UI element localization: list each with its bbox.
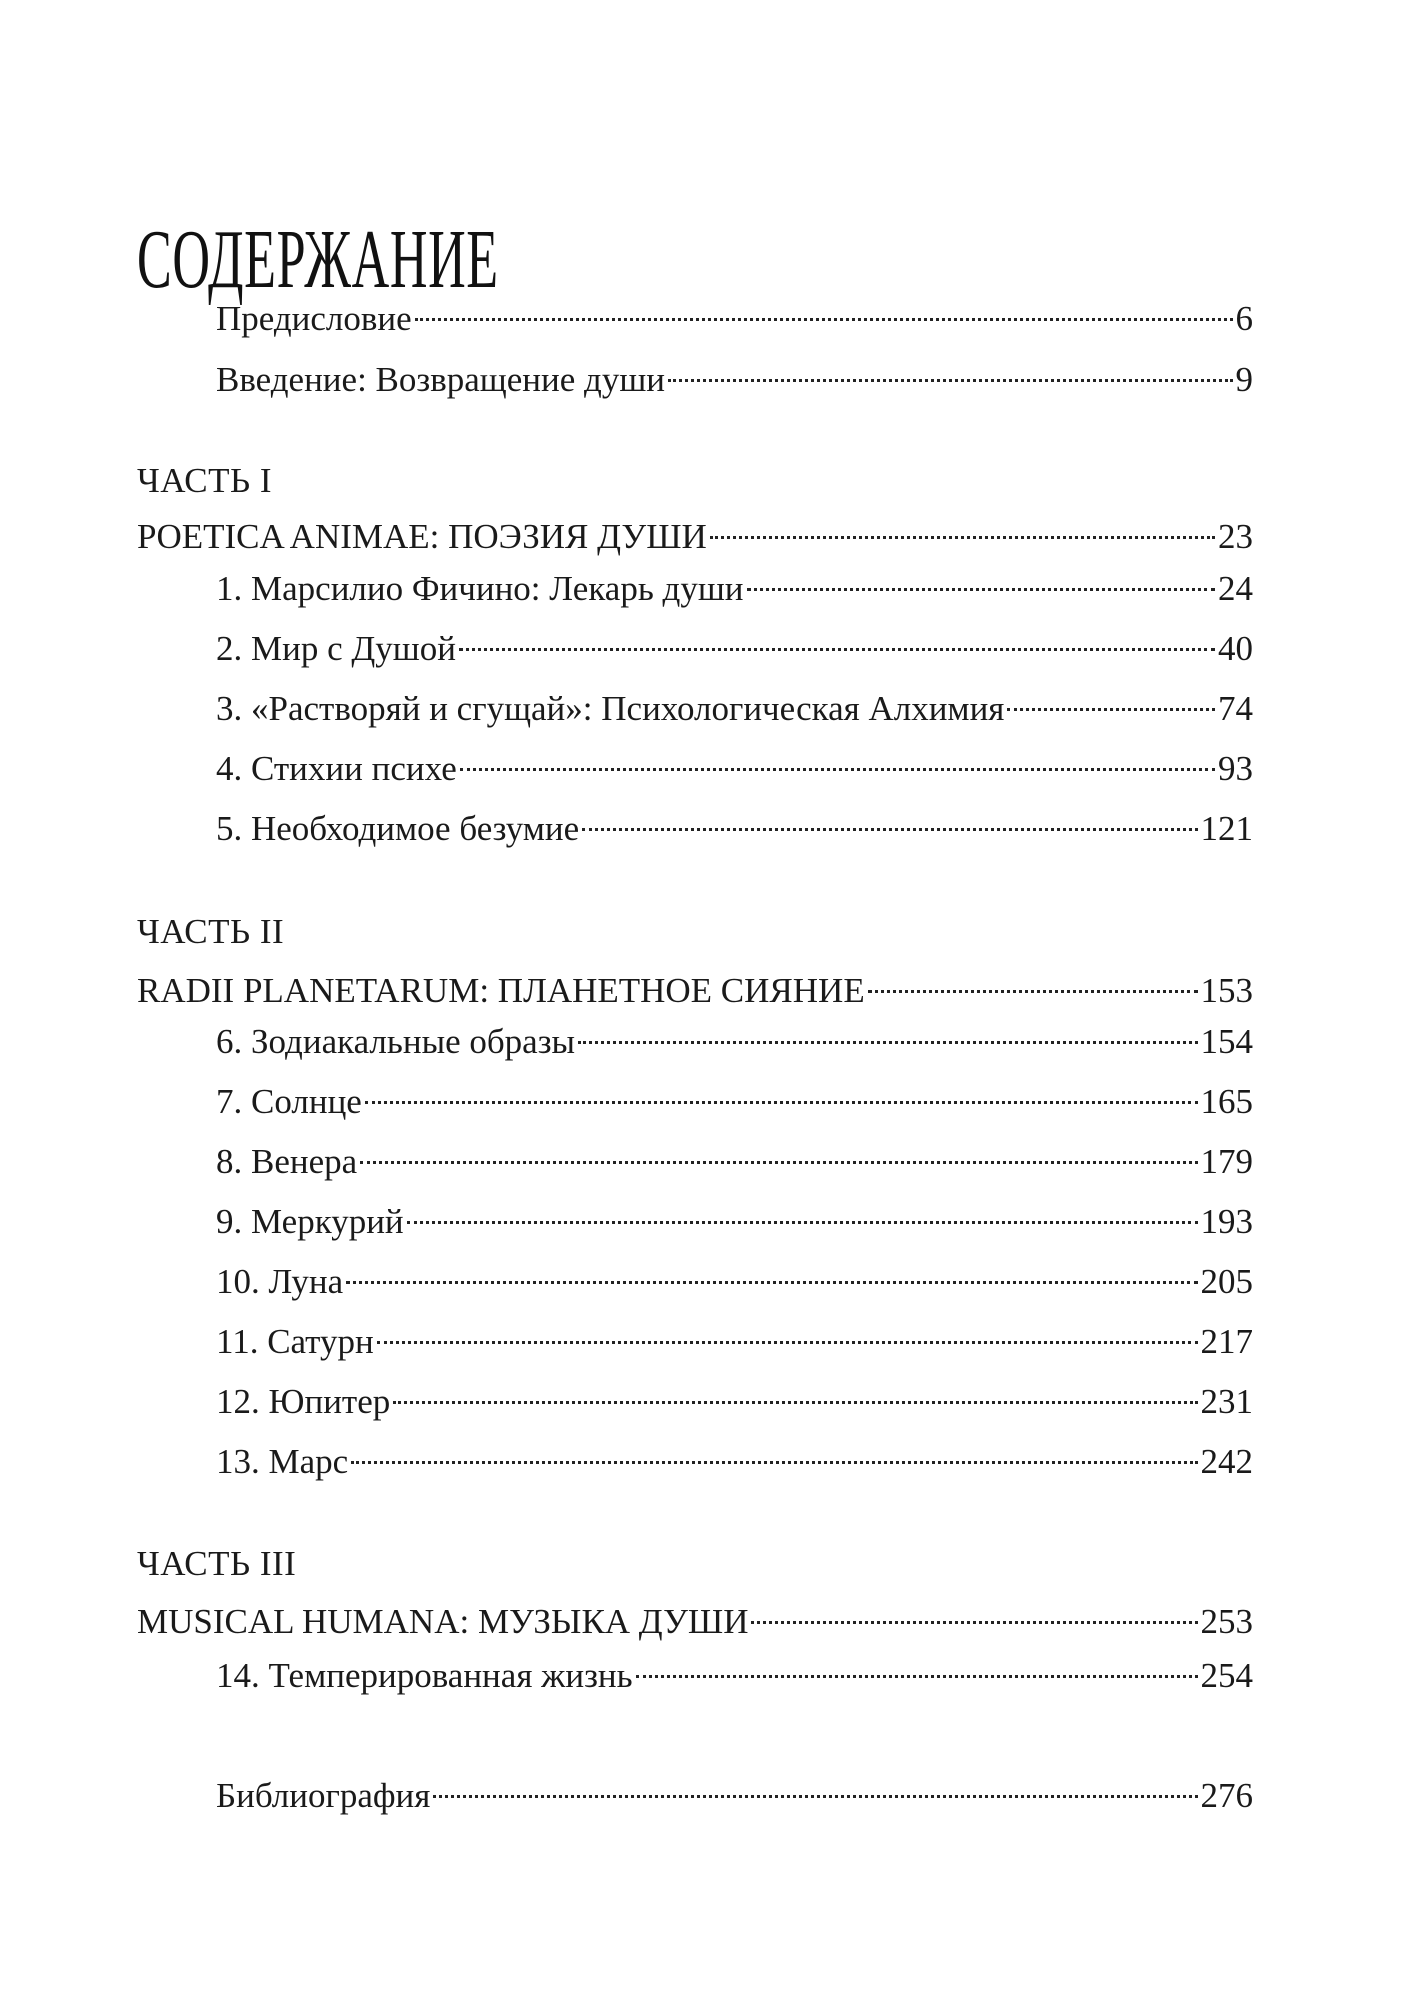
toc-page-number: 24 <box>1218 569 1253 608</box>
toc-page-number: 165 <box>1200 1082 1253 1121</box>
toc-page-number: 253 <box>1200 1602 1253 1641</box>
dot-leader <box>868 962 1198 1002</box>
dot-leader <box>578 1013 1197 1053</box>
dot-leader <box>751 1593 1197 1633</box>
dot-leader <box>393 1373 1197 1413</box>
toc-entry-text: 12. Юпитер <box>216 1382 391 1421</box>
toc-page-number: 154 <box>1200 1022 1253 1061</box>
dot-leader <box>1007 680 1215 720</box>
toc-entry-chapter[interactable] <box>216 1193 1253 1241</box>
toc-entry-text: 8. Венера <box>216 1142 358 1181</box>
toc-page-number: 254 <box>1200 1656 1253 1695</box>
toc-entry-text: Библиография <box>216 1776 431 1815</box>
dot-leader <box>747 560 1215 600</box>
part-label: ЧАСТЬ II <box>137 912 285 951</box>
toc-entry-chapter[interactable] <box>216 1013 1253 1061</box>
toc-entry-chapter[interactable] <box>216 1373 1253 1421</box>
toc-entry-text: 2. Мир с Душой <box>216 629 456 668</box>
toc-entry-chapter[interactable] <box>216 1073 1253 1121</box>
toc-entry-text: 7. Солнце <box>216 1082 362 1121</box>
toc-page-number: 231 <box>1200 1382 1253 1421</box>
dot-leader <box>365 1073 1198 1113</box>
toc-entry-chapter[interactable] <box>216 1133 1253 1181</box>
toc-entry-text: Предисловие <box>216 299 412 338</box>
toc-entry-introduction[interactable] <box>216 351 1253 399</box>
toc-part-heading[interactable] <box>137 508 1253 556</box>
toc-page-number: 6 <box>1235 299 1253 338</box>
toc-entry-chapter[interactable] <box>216 1313 1253 1361</box>
toc-entry-chapter[interactable] <box>216 1647 1253 1695</box>
toc-entry-text: Введение: Возвращение души <box>216 360 666 399</box>
toc-entry-text: 1. Марсилио Фичино: Лекарь души <box>216 569 744 608</box>
toc-entry-text: 6. Зодиакальные образы <box>216 1022 576 1061</box>
dot-leader <box>710 508 1215 548</box>
toc-entry-chapter[interactable] <box>216 1253 1253 1301</box>
toc-entry-text: 10. Луна <box>216 1262 344 1301</box>
dot-leader <box>415 290 1233 330</box>
toc-entry-chapter[interactable] <box>216 680 1253 728</box>
dot-leader <box>668 351 1232 391</box>
toc-entry-text: 13. Марс <box>216 1442 349 1481</box>
toc-page-number: 205 <box>1200 1262 1253 1301</box>
toc-page-number: 23 <box>1218 517 1253 556</box>
toc-entry-text: 9. Меркурий <box>216 1202 404 1241</box>
toc-entry-chapter[interactable] <box>216 560 1253 608</box>
toc-entry-preface[interactable] <box>216 290 1253 338</box>
toc-part-heading[interactable] <box>137 1593 1253 1641</box>
toc-page-number: 242 <box>1200 1442 1253 1481</box>
toc-entry-text: 3. «Растворяй и сгущай»: Психологическая Алхимия <box>216 689 1005 728</box>
toc-entry-text: 5. Необходимое безумие <box>216 809 580 848</box>
dot-leader <box>407 1193 1198 1233</box>
part-label: ЧАСТЬ III <box>137 1544 297 1583</box>
toc-entry-text: MUSICAL HUMANA: МУЗЫКА ДУШИ <box>137 1602 749 1641</box>
toc-page-number: 217 <box>1200 1322 1253 1361</box>
toc-entry-text: 11. Сатурн <box>216 1322 374 1361</box>
toc-entry-text: RADII PLANETARUM: ПЛАНЕТНОЕ СИЯНИЕ <box>137 971 865 1010</box>
part-label: ЧАСТЬ I <box>137 461 273 500</box>
toc-page-number: 153 <box>1200 971 1253 1010</box>
toc-page-number: 40 <box>1218 629 1253 668</box>
toc-entry-text: 4. Стихии психе <box>216 749 457 788</box>
toc-page-number: 9 <box>1235 360 1253 399</box>
dot-leader <box>460 740 1215 780</box>
dot-leader <box>636 1647 1198 1687</box>
toc-entry-text: 14. Темперированная жизнь <box>216 1656 633 1695</box>
toc-entry-chapter[interactable] <box>216 1433 1253 1481</box>
dot-leader <box>459 620 1215 660</box>
toc-page-number: 179 <box>1200 1142 1253 1181</box>
toc-page-number: 193 <box>1200 1202 1253 1241</box>
toc-page-number: 93 <box>1218 749 1253 788</box>
toc-entry-chapter[interactable] <box>216 740 1253 788</box>
toc-entry-bibliography[interactable] <box>216 1767 1253 1815</box>
dot-leader <box>346 1253 1197 1293</box>
dot-leader <box>433 1767 1197 1807</box>
dot-leader <box>351 1433 1197 1473</box>
dot-leader <box>582 800 1197 840</box>
dot-leader <box>360 1133 1197 1173</box>
toc-part-heading[interactable] <box>137 962 1253 1010</box>
toc-entry-chapter[interactable] <box>216 800 1253 848</box>
toc-page-number: 74 <box>1218 689 1253 728</box>
toc-page-number: 276 <box>1200 1776 1253 1815</box>
toc-page-number: 121 <box>1200 809 1253 848</box>
page-title: СОДЕРЖАНИЕ <box>137 213 499 307</box>
toc-entry-chapter[interactable] <box>216 620 1253 668</box>
dot-leader <box>377 1313 1198 1353</box>
toc-entry-text: POETICA ANIMAE: ПОЭЗИЯ ДУШИ <box>137 517 707 556</box>
